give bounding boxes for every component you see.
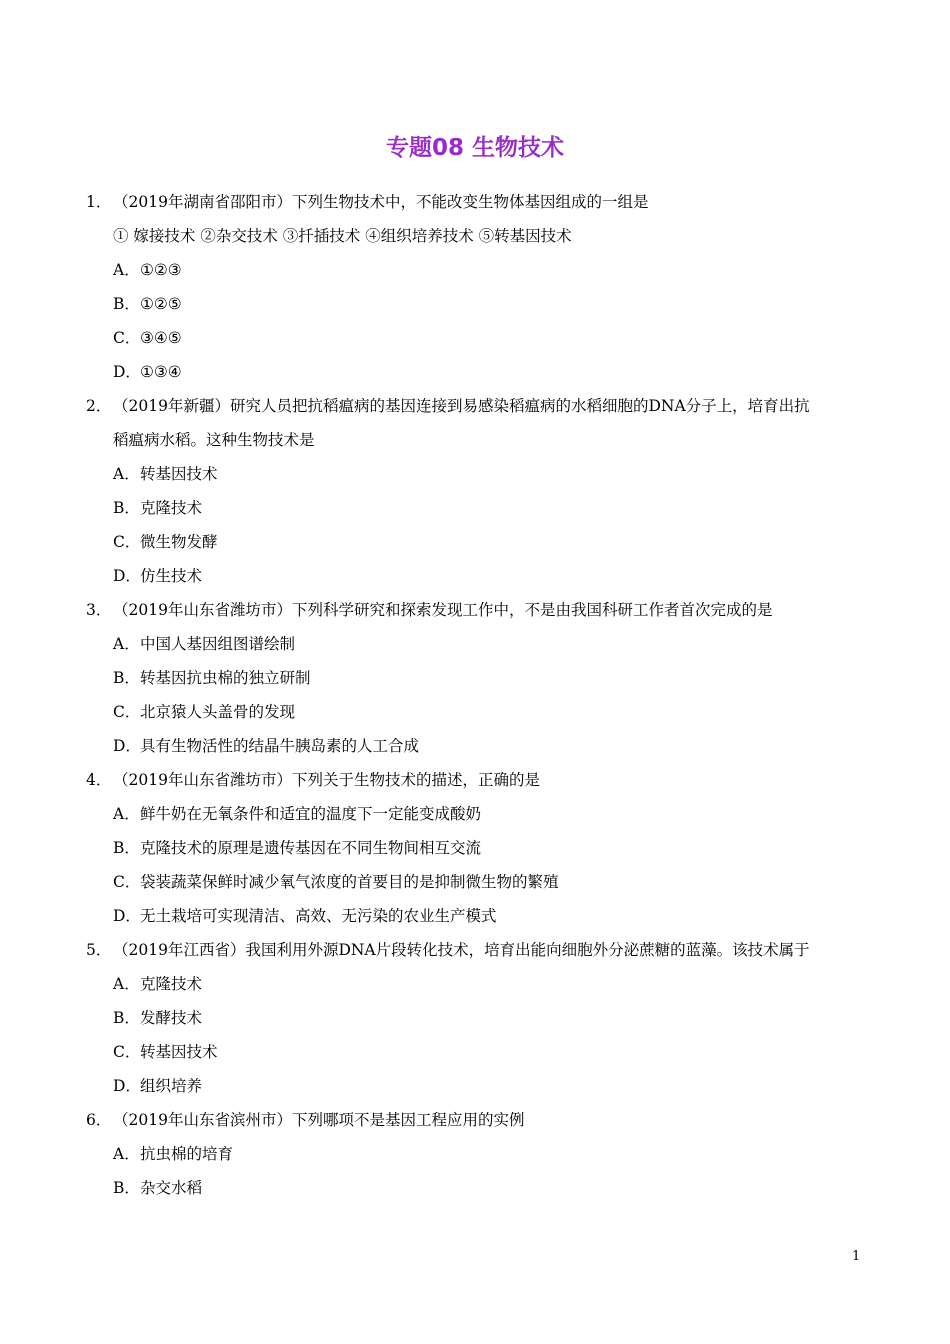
question-number: 3． (86, 601, 112, 619)
option-b (86, 661, 866, 695)
option-label: C． (113, 1043, 141, 1061)
option-b (86, 491, 866, 525)
question-stem (86, 933, 866, 967)
option-label: A． (113, 465, 140, 483)
option-c (86, 1035, 866, 1069)
option-text: 组织培养 (140, 1077, 203, 1095)
question-text-continued: 稻瘟病水稻。这种生物技术是 (113, 431, 315, 449)
question-2 (86, 389, 866, 593)
option-label: C． (113, 329, 141, 347)
option-label: D． (113, 363, 141, 381)
question-number: 5． (86, 941, 112, 959)
option-text: 抗虫棉的培育 (140, 1145, 234, 1163)
option-label: B． (113, 1009, 140, 1027)
option-text: 微生物发酵 (140, 533, 218, 551)
option-text: 杂交水稻 (140, 1179, 203, 1197)
option-label: C． (113, 533, 141, 551)
option-text: 仿生技术 (140, 567, 203, 585)
option-text: 转基因技术 (140, 465, 218, 483)
option-b (86, 831, 866, 865)
question-5 (86, 933, 866, 1103)
option-text: 克隆技术 (140, 499, 203, 517)
option-a (86, 967, 866, 1001)
option-text: ①②③ (140, 261, 182, 279)
question-text: （2019年湖南省邵阳市）下列生物技术中，不能改变生物体基因组成的一组是 (113, 193, 649, 211)
question-text: （2019年山东省潍坊市）下列关于生物技术的描述，正确的是 (113, 771, 540, 789)
page-title: 专题08 生物技术 (385, 135, 564, 161)
option-label: A． (113, 1145, 140, 1163)
question-extra: ① 嫁接技术 ②杂交技术 ③扦插技术 ④组织培养技术 ⑤转基因技术 (113, 227, 572, 245)
option-a (86, 253, 866, 287)
option-a (86, 457, 866, 491)
question-text: （2019年江西省）我国利用外源DNA片段转化技术，培育出能向细胞外分泌蔗糖的蓝藻。该技术属于 (113, 941, 810, 959)
question-number: 2． (86, 397, 112, 415)
page-number: 1 (852, 1249, 861, 1264)
option-d (86, 1069, 866, 1103)
question-number: 4． (86, 771, 112, 789)
question-3 (86, 593, 866, 763)
option-label: B． (113, 839, 140, 857)
option-text: 克隆技术的原理是遗传基因在不同生物间相互交流 (140, 839, 482, 857)
option-text: 发酵技术 (140, 1009, 203, 1027)
option-text: ①②⑤ (140, 295, 182, 313)
option-b (86, 1001, 866, 1035)
option-label: D． (113, 907, 141, 925)
option-text: 克隆技术 (140, 975, 203, 993)
option-text: 转基因技术 (140, 1043, 218, 1061)
option-text: 转基因抗虫棉的独立研制 (140, 669, 311, 687)
option-b (86, 287, 866, 321)
option-text: 北京猿人头盖骨的发现 (140, 703, 296, 721)
option-c (86, 865, 866, 899)
option-a (86, 797, 866, 831)
question-text: （2019年山东省潍坊市）下列科学研究和探索发现工作中，不是由我国科研工作者首次完成的是 (113, 601, 773, 619)
option-d (86, 559, 866, 593)
option-b (86, 1171, 866, 1205)
question-6 (86, 1103, 866, 1205)
option-label: D． (113, 567, 141, 585)
question-text: （2019年山东省滨州市）下列哪项不是基因工程应用的实例 (113, 1111, 525, 1129)
option-d (86, 355, 866, 389)
question-stem (86, 389, 866, 423)
option-c (86, 321, 866, 355)
option-label: D． (113, 1077, 141, 1095)
option-label: C． (113, 703, 141, 721)
option-a (86, 1137, 866, 1171)
question-number: 6． (86, 1111, 112, 1129)
option-label: B． (113, 669, 140, 687)
question-1 (86, 185, 866, 389)
option-label: A． (113, 975, 140, 993)
option-c (86, 525, 866, 559)
option-d (86, 729, 866, 763)
option-text: 无土栽培可实现清洁、高效、无污染的农业生产模式 (140, 907, 497, 925)
option-d (86, 899, 866, 933)
question-stem (86, 185, 866, 219)
option-text: 袋装蔬菜保鲜时减少氧气浓度的首要目的是抑制微生物的繁殖 (140, 873, 559, 891)
option-label: A． (113, 261, 140, 279)
question-stem (86, 763, 866, 797)
question-stem (86, 1103, 866, 1137)
option-label: B． (113, 499, 140, 517)
question-stem (86, 593, 866, 627)
question-list (86, 185, 866, 1205)
option-label: B． (113, 295, 140, 313)
option-text: 具有生物活性的结晶牛胰岛素的人工合成 (140, 737, 420, 755)
option-label: D． (113, 737, 141, 755)
question-text: （2019年新疆）研究人员把抗稻瘟病的基因连接到易感染稻瘟病的水稻细胞的DNA分子上，培育出抗 (113, 397, 810, 415)
option-label: A． (113, 635, 140, 653)
option-label: C． (113, 873, 141, 891)
option-text: ①③④ (140, 363, 182, 381)
question-number: 1． (86, 193, 112, 211)
option-text: ③④⑤ (140, 329, 182, 347)
option-text: 鲜牛奶在无氧条件和适宜的温度下一定能变成酸奶 (140, 805, 482, 823)
option-c (86, 695, 866, 729)
option-label: A． (113, 805, 140, 823)
option-a (86, 627, 866, 661)
question-4 (86, 763, 866, 933)
option-label: B． (113, 1179, 140, 1197)
option-text: 中国人基因组图谱绘制 (140, 635, 296, 653)
